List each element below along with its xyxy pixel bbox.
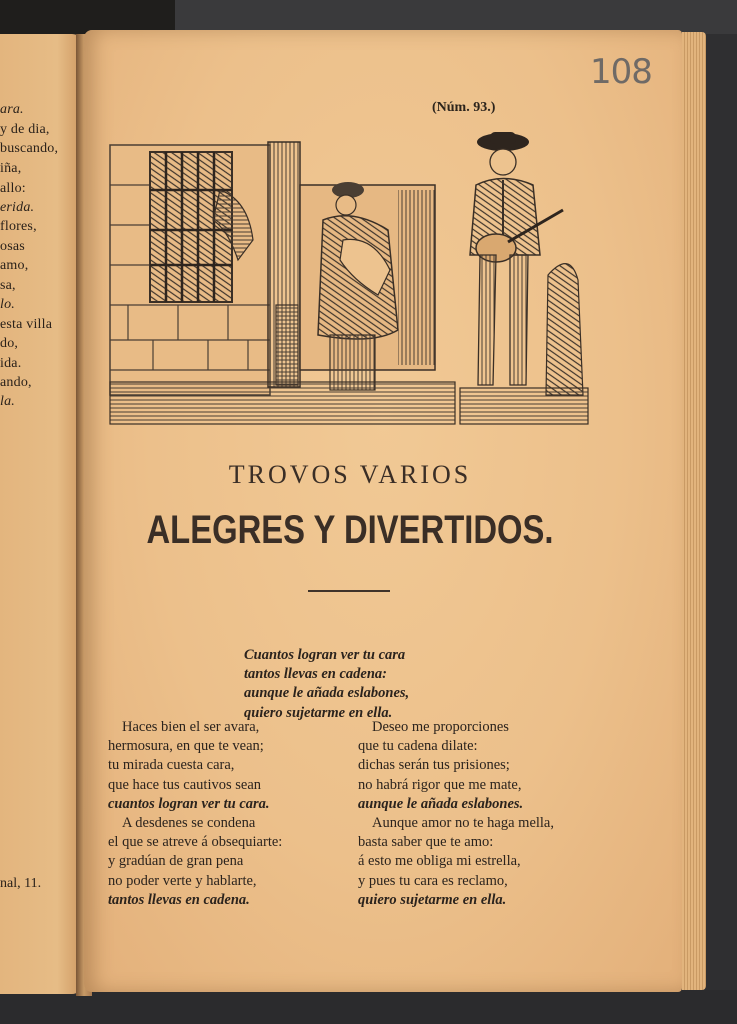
folio-number: 108: [590, 52, 652, 92]
ground: [110, 382, 588, 424]
guitar-player: [470, 132, 583, 395]
verse-line: quiero sujetarme en ella.: [358, 891, 507, 908]
left-fragment: la.: [0, 394, 15, 409]
left-fragment: erida.: [0, 200, 35, 215]
verse-line: Deseo me proporciones: [372, 719, 509, 735]
quatrain-line: Cuantos logran ver tu cara: [244, 647, 406, 663]
title-line-2: ALEGRES Y DIVERTIDOS.: [146, 508, 554, 552]
title-line-1: TROVOS VARIOS: [228, 460, 472, 489]
left-fragment: sa,: [0, 278, 16, 293]
background-bottom: [0, 990, 737, 1024]
verse-line: hermosura, en que te vean;: [108, 738, 264, 755]
background-corner: [0, 0, 175, 34]
left-fragment: lo.: [0, 297, 15, 312]
left-fragment: do,: [0, 336, 19, 351]
left-fragment: amo,: [0, 258, 29, 273]
page-edges: [682, 32, 706, 990]
verse-line: y gradúan de gran pena: [108, 853, 244, 870]
verse-column-right: [358, 718, 554, 910]
left-page-footer: nal, 11.: [0, 876, 42, 891]
verse-line: cuantos logran ver tu cara.: [108, 795, 270, 812]
verse-line: que hace tus cautivos sean: [108, 776, 262, 793]
verse-column-left: [108, 718, 282, 910]
verse-line: no poder verte y hablarte,: [108, 872, 257, 889]
woodcut-illustration: [108, 130, 593, 430]
left-fragment: ando,: [0, 375, 32, 390]
verse-line: Haces bien el ser avara,: [122, 719, 260, 735]
verse-line: A desdenes se condena: [122, 815, 256, 832]
left-fragment: y de dia,: [0, 122, 50, 137]
verse-line: que tu cadena dilate:: [358, 738, 478, 755]
left-facing-page: [0, 34, 82, 994]
verse-line: y pues tu cara es reclamo,: [358, 872, 508, 889]
title-rule: [308, 590, 390, 592]
quatrain-line: tantos llevas en cadena:: [244, 666, 387, 683]
verse-line: no habrá rigor que me mate,: [358, 776, 522, 793]
quatrain-line: aunque le añada eslabones,: [244, 685, 410, 702]
left-fragment: osas: [0, 239, 25, 254]
issue-number-label: (Núm. 93.): [432, 100, 496, 115]
verse-line: tantos llevas en cadena.: [108, 891, 250, 908]
left-fragment: ida.: [0, 356, 22, 371]
left-fragment: flores,: [0, 219, 37, 234]
verse-line: aunque le añada eslabones.: [358, 795, 524, 812]
left-fragment: iña,: [0, 161, 22, 176]
left-fragment: ara.: [0, 102, 24, 117]
left-fragment: allo:: [0, 181, 26, 196]
verse-line: tu mirada cuesta cara,: [108, 757, 235, 774]
left-fragment: esta villa: [0, 317, 53, 332]
verse-line: Aunque amor no te haga mella,: [372, 815, 554, 832]
verse-line: dichas serán tus prisiones;: [358, 757, 510, 774]
verse-line: á esto me obliga mi estrella,: [358, 853, 521, 870]
quatrain-line: quiero sujetarme en ella.: [244, 704, 393, 721]
verse-line: basta saber que te amo:: [358, 834, 494, 851]
verse-line: el que se atreve á obsequiarte:: [108, 834, 283, 851]
opening-quatrain: [244, 646, 409, 723]
left-fragment: buscando,: [0, 141, 59, 156]
